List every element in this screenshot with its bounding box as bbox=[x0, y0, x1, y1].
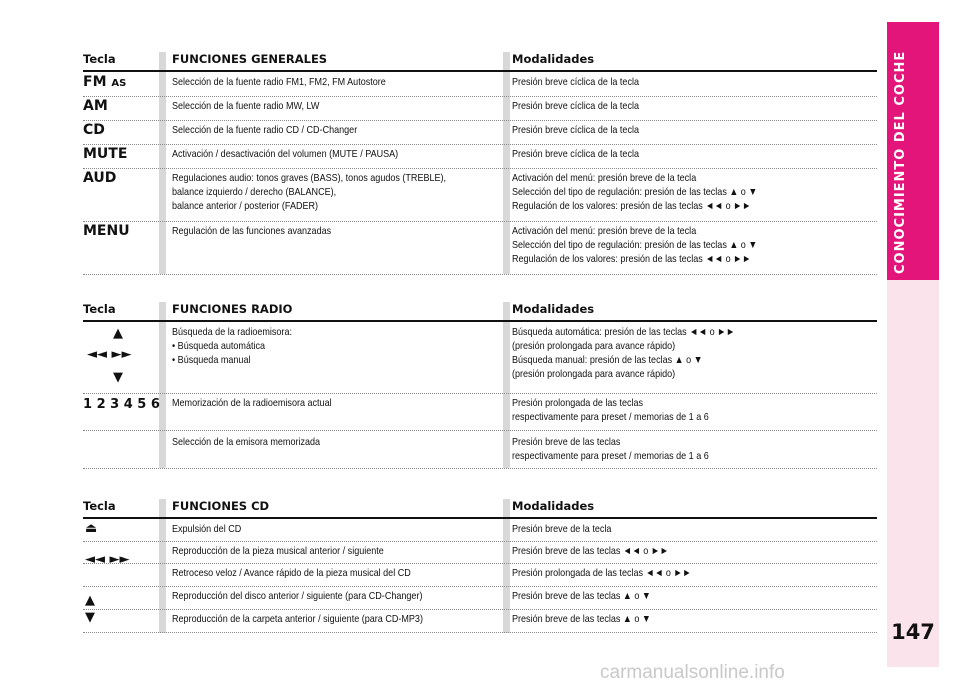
up-arrow-icon: ▲ bbox=[113, 326, 123, 341]
table-row: AM Selección de la fuente radio MW, LW Presión breve cíclica de la tecla bbox=[83, 97, 877, 121]
table-row: MUTE Activación / desactivación del volumen (MUTE / PAUSA) Presión breve cíclica de la tecla bbox=[83, 145, 877, 169]
preset-keys: 1 2 3 4 5 6 bbox=[83, 397, 160, 412]
chapter-sidebar bbox=[887, 22, 939, 667]
key-menu: MENU bbox=[83, 223, 130, 239]
eject-icon: ⏏ bbox=[85, 521, 98, 536]
down-arrow-icon: ▼ bbox=[113, 370, 123, 385]
chapter-tab bbox=[887, 22, 939, 280]
header-key: Tecla bbox=[83, 52, 116, 66]
header-functions: FUNCIONES GENERALES bbox=[172, 52, 328, 66]
radio-functions-table bbox=[83, 302, 877, 470]
key-mute: MUTE bbox=[83, 146, 128, 162]
header-key: Tecla bbox=[83, 302, 116, 316]
table-row: MENU Regulación de las funciones avanzadas Activación del menú: presión breve de la tecla Selección del tipo de regulación: presión de las teclas ▲ o ▼ Regulación de los valores: presión de las teclas ◄◄ o ►► bbox=[83, 222, 877, 275]
table-row: ⏏ Expulsión del CD Presión breve de la tecla bbox=[83, 520, 877, 542]
key-aud: AUD bbox=[83, 170, 117, 186]
table-row: Selección de la emisora memorizada Presión breve de las teclas respectivamente para preset / memorias de 1 a 6 bbox=[83, 431, 877, 469]
table-row: ◄◄ ►► Reproducción de la pieza musical anterior / siguiente Presión breve de las teclas ◄◄ o ►► bbox=[83, 542, 877, 564]
table-row: ▼ Reproducción de la carpeta anterior / siguiente (para CD-MP3) Presión breve de las teclas ▲ o ▼ bbox=[83, 610, 877, 633]
table-row: FM AS Selección de la fuente radio FM1, FM2, FM Autostore Presión breve cíclica de la tecla bbox=[83, 73, 877, 97]
table-row: AUD Regulaciones audio: tonos graves (BASS), tonos agudos (TREBLE), balance izquierdo / derecho (BALANCE), balance anterior / posterior (FADER) Activación del menú: presión breve de la tecla Selección del tipo de regulación: presión de las teclas ▲ o ▼ Regulación de los valores: presión de las teclas ◄◄ o ►► bbox=[83, 169, 877, 222]
header-modes: Modalidades bbox=[512, 52, 595, 66]
general-functions-table bbox=[83, 52, 877, 276]
up-arrow-icon: ▲ bbox=[85, 593, 95, 608]
table-row: CD Selección de la fuente radio CD / CD-Changer Presión breve cíclica de la tecla bbox=[83, 121, 877, 145]
skip-arrows-icon: ◄◄ ►► bbox=[85, 552, 130, 567]
table-row: Retroceso veloz / Avance rápido de la pieza musical del CD Presión prolongada de las teclas ◄◄ o ►► bbox=[83, 564, 877, 587]
page-number: 147 bbox=[891, 620, 935, 644]
watermark: carmanualsonline.info bbox=[600, 662, 785, 683]
seek-arrows-icon: ◄◄ ►► bbox=[87, 347, 132, 362]
header-key: Tecla bbox=[83, 499, 116, 513]
table-row: Búsqueda de la radioemisora: • Búsqueda automática • Búsqueda manual Búsqueda automática: presión de las teclas ◄◄ o ►► (presión prolongada para avance rápido) Búsqueda manual: presión de las teclas ▲ o ▼ (presión prolongada para avance rápido) bbox=[83, 323, 877, 394]
header-modes: Modalidades bbox=[512, 499, 595, 513]
header-functions: FUNCIONES CD bbox=[172, 499, 270, 513]
cd-functions-table bbox=[83, 499, 877, 635]
header-functions: FUNCIONES RADIO bbox=[172, 302, 293, 316]
table-row: 1 2 3 4 5 6 Memorización de la radioemisora actual Presión prolongada de las teclas respectivamente para preset / memorias de 1 a 6 bbox=[83, 394, 877, 431]
table-row: ▲ Reproducción del disco anterior / siguiente (para CD-Changer) Presión breve de las teclas ▲ o ▼ bbox=[83, 587, 877, 610]
key-cd: CD bbox=[83, 122, 105, 138]
key-fm: FM AS bbox=[83, 74, 127, 90]
down-arrow-icon: ▼ bbox=[85, 610, 95, 625]
key-am: AM bbox=[83, 98, 108, 114]
chapter-title: CONOCIMIENTO DEL COCHE bbox=[893, 50, 908, 274]
header-modes: Modalidades bbox=[512, 302, 595, 316]
